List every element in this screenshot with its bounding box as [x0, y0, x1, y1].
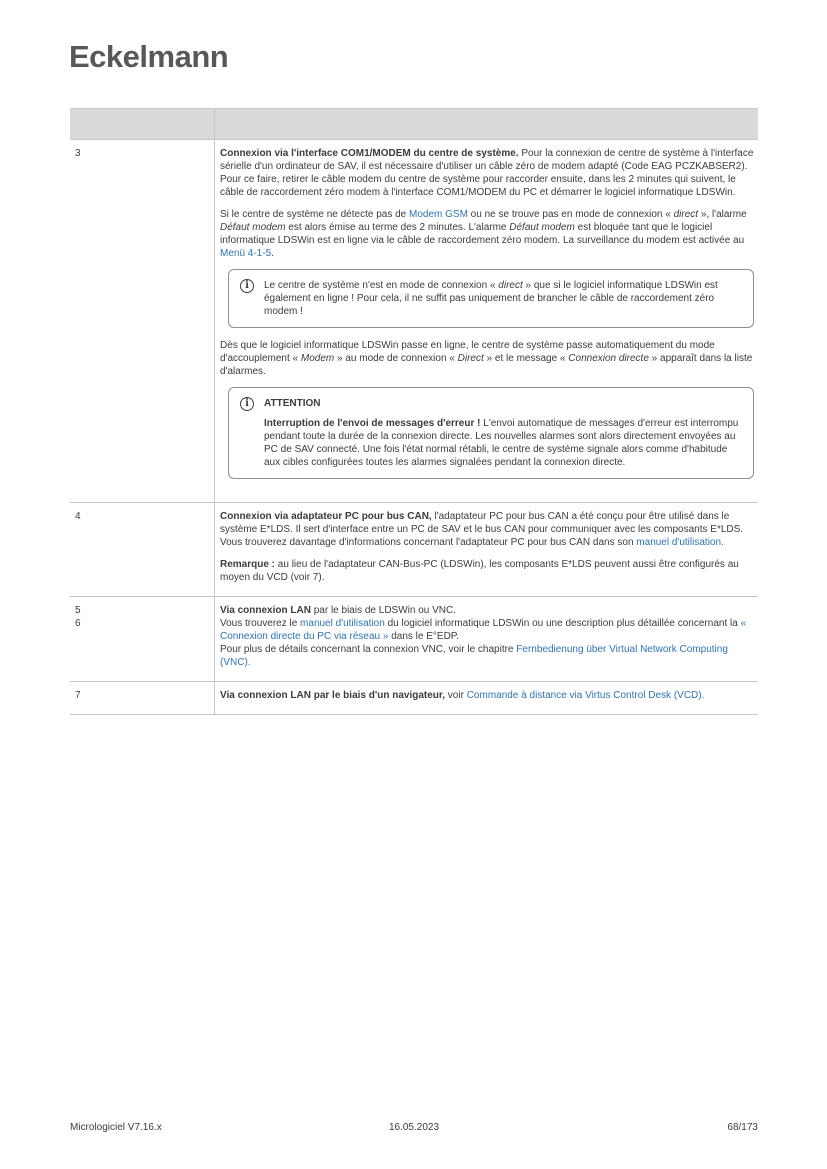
text-segment: L'envoi automatique de messages d'erreur est interrompu pendant toute la durée de la connexion directe. Les nouvelles alarmes sont alors directement envoyées au PC de SAV connecté. Une fois l'état normal rétabli, le centre de système signale alors comme d'habitude aux cibles configurées toutes les alarmes signalées pendant la connexion directe. — [264, 418, 739, 468]
text-segment: du logiciel informatique LDSWin ou une description plus détaillée concernant la — [384, 618, 741, 629]
text-segment: », l'alarme — [698, 209, 747, 220]
table-row — [70, 502, 758, 596]
box-content — [264, 279, 741, 318]
footer-date: 16.05.2023 — [388, 1122, 440, 1133]
text-segment: dans le E°EDP. — [388, 631, 459, 642]
info-box — [228, 269, 754, 328]
text-segment: Le centre de système n'est en mode de connexion « — [264, 280, 499, 291]
doc-link[interactable]: Modem GSM — [409, 209, 468, 220]
doc-link[interactable]: manuel d'utilisation — [300, 618, 385, 629]
text-segment: Connexion via l'interface COM1/MODEM du centre de système. — [220, 148, 522, 159]
text-segment: Vous trouverez le — [220, 618, 301, 629]
row-number: 3 — [75, 148, 81, 159]
text-segment: Interruption de l'envoi de messages d'erreur ! — [264, 418, 484, 429]
text-segment: Pour la connexion de centre de système à l'interface sérielle d'un ordinateur de SAV, il est nécessaire d'utiliser un câble zéro de modem adapté (Code EAG PCZKABSER2). Pour ce faire, retirer le câble modem du centre de système pour raccorder ensuite, dans les 2 minutes qui suivent, le câble de raccordement zéro modem à l'interface COM1/MODEM du PC et démarrer le logiciel informatique LDSWin. — [220, 148, 754, 198]
text-segment: . — [271, 248, 274, 259]
row-number-cell — [70, 503, 215, 596]
text-segment: Via connexion LAN — [220, 605, 311, 616]
text-segment: Connexion via adaptateur PC pour bus CAN, — [220, 511, 432, 522]
row-number-cell — [70, 682, 215, 714]
row-content-cell — [215, 597, 758, 681]
text-segment: est bloquée tant que le logiciel informatique LDSWin est en ligne via le câble de raccordement zéro modem. La surveillance du modem est activée au — [220, 222, 745, 246]
table-row — [70, 596, 758, 681]
text-segment: au lieu de l'adaptateur CAN-Bus-PC (LDSWin), les composants E*LDS peuvent aussi être configurés au moyen du VCD (voir 7). — [220, 559, 739, 583]
row-number-cell — [70, 140, 215, 502]
footer-version: Micrologiciel V7.16.x — [70, 1122, 162, 1133]
text-segment: direct — [498, 280, 523, 291]
info-circle-icon: i — [240, 397, 254, 411]
doc-link[interactable]: Menü 4-1-5 — [220, 248, 272, 259]
text-segment: » et le message « — [483, 353, 569, 364]
row-content-cell — [215, 140, 758, 502]
box-title: ATTENTION — [264, 398, 321, 409]
paragraph — [264, 417, 741, 469]
text-segment: Dès que le logiciel informatique LDSWin passe en ligne, le centre de système passe automatiquement du mode d'accouplement « — [220, 340, 715, 364]
paragraph — [220, 339, 754, 378]
doc-link[interactable]: Fernbedienung über Virtual Network Computing (VNC). — [220, 644, 728, 668]
box-content — [264, 397, 741, 469]
doc-link[interactable]: « Connexion directe du PC via réseau » — [220, 618, 747, 642]
paragraph — [220, 510, 754, 549]
text-segment: direct — [673, 209, 699, 220]
text-segment: Si le centre de système ne détecte pas de — [220, 209, 409, 220]
doc-table-rows — [70, 139, 758, 714]
row-number: 4 — [75, 511, 81, 522]
text-segment: Modem — [300, 353, 335, 364]
text-segment: » que si le logiciel informatique LDSWin est également en ligne ! Pour cela, il ne suffit pas uniquement de brancher le câble de raccordement zéro modem ! — [264, 280, 718, 317]
text-segment: voir — [445, 690, 467, 701]
info-circle-icon: i — [240, 279, 254, 293]
table-header-cell-left — [70, 109, 215, 139]
paragraph — [220, 604, 754, 617]
doc-link[interactable]: manuel d'utilisation. — [636, 537, 724, 548]
text-segment: par le biais de LDSWin ou VNC. — [310, 605, 457, 616]
table-header-row — [70, 109, 758, 139]
text-segment: » apparaît dans la liste d'alarmes. — [220, 353, 753, 377]
text-segment: Remarque : — [220, 559, 276, 570]
page-footer — [70, 1121, 758, 1134]
text-segment: ou ne se trouve pas en mode de connexion « — [467, 209, 674, 220]
paragraph — [220, 558, 754, 584]
row-content-cell — [215, 682, 758, 714]
paragraph — [264, 279, 741, 318]
paragraph — [220, 617, 754, 643]
doc-table — [70, 108, 758, 715]
table-row — [70, 681, 758, 714]
text-segment: est alors émise au terme des 2 minutes. L'alarme — [285, 222, 510, 233]
row-number: 6 — [75, 618, 81, 629]
text-segment: Direct — [457, 353, 484, 364]
paragraph — [220, 643, 754, 669]
text-segment: Défaut modem — [509, 222, 575, 233]
text-segment: » au mode de connexion « — [334, 353, 458, 364]
text-segment: Défaut modem — [220, 222, 286, 233]
paragraph — [220, 147, 754, 199]
text-segment: l'adaptateur PC pour bus CAN a été conçu pour être utilisé dans le système E*LDS. Il sert d'interface entre un PC de SAV et le bus CAN pour communiquer avec les composants E*LDS. Vous trouverez davantage d'informations concernant l'adaptateur PC pour bus CAN dans son — [220, 511, 744, 548]
row-content-cell — [215, 503, 758, 596]
paragraph — [220, 208, 754, 260]
company-logo: Eckelmann — [69, 39, 229, 74]
text-segment: Via connexion LAN par le biais d'un navigateur, — [220, 690, 446, 701]
table-header-cell-right — [215, 109, 758, 139]
row-number-cell — [70, 597, 215, 681]
footer-page-number: 68/173 — [727, 1122, 758, 1133]
paragraph — [220, 689, 754, 702]
attention-box — [228, 387, 754, 479]
doc-link[interactable]: Commande à distance via Virtus Control Desk (VCD). — [466, 690, 705, 701]
text-segment: Connexion directe — [568, 353, 649, 364]
row-number: 5 — [75, 605, 81, 616]
row-number: 7 — [75, 690, 81, 701]
text-segment: Pour plus de détails concernant la connexion VNC, voir le chapitre — [220, 644, 517, 655]
table-row — [70, 139, 758, 502]
